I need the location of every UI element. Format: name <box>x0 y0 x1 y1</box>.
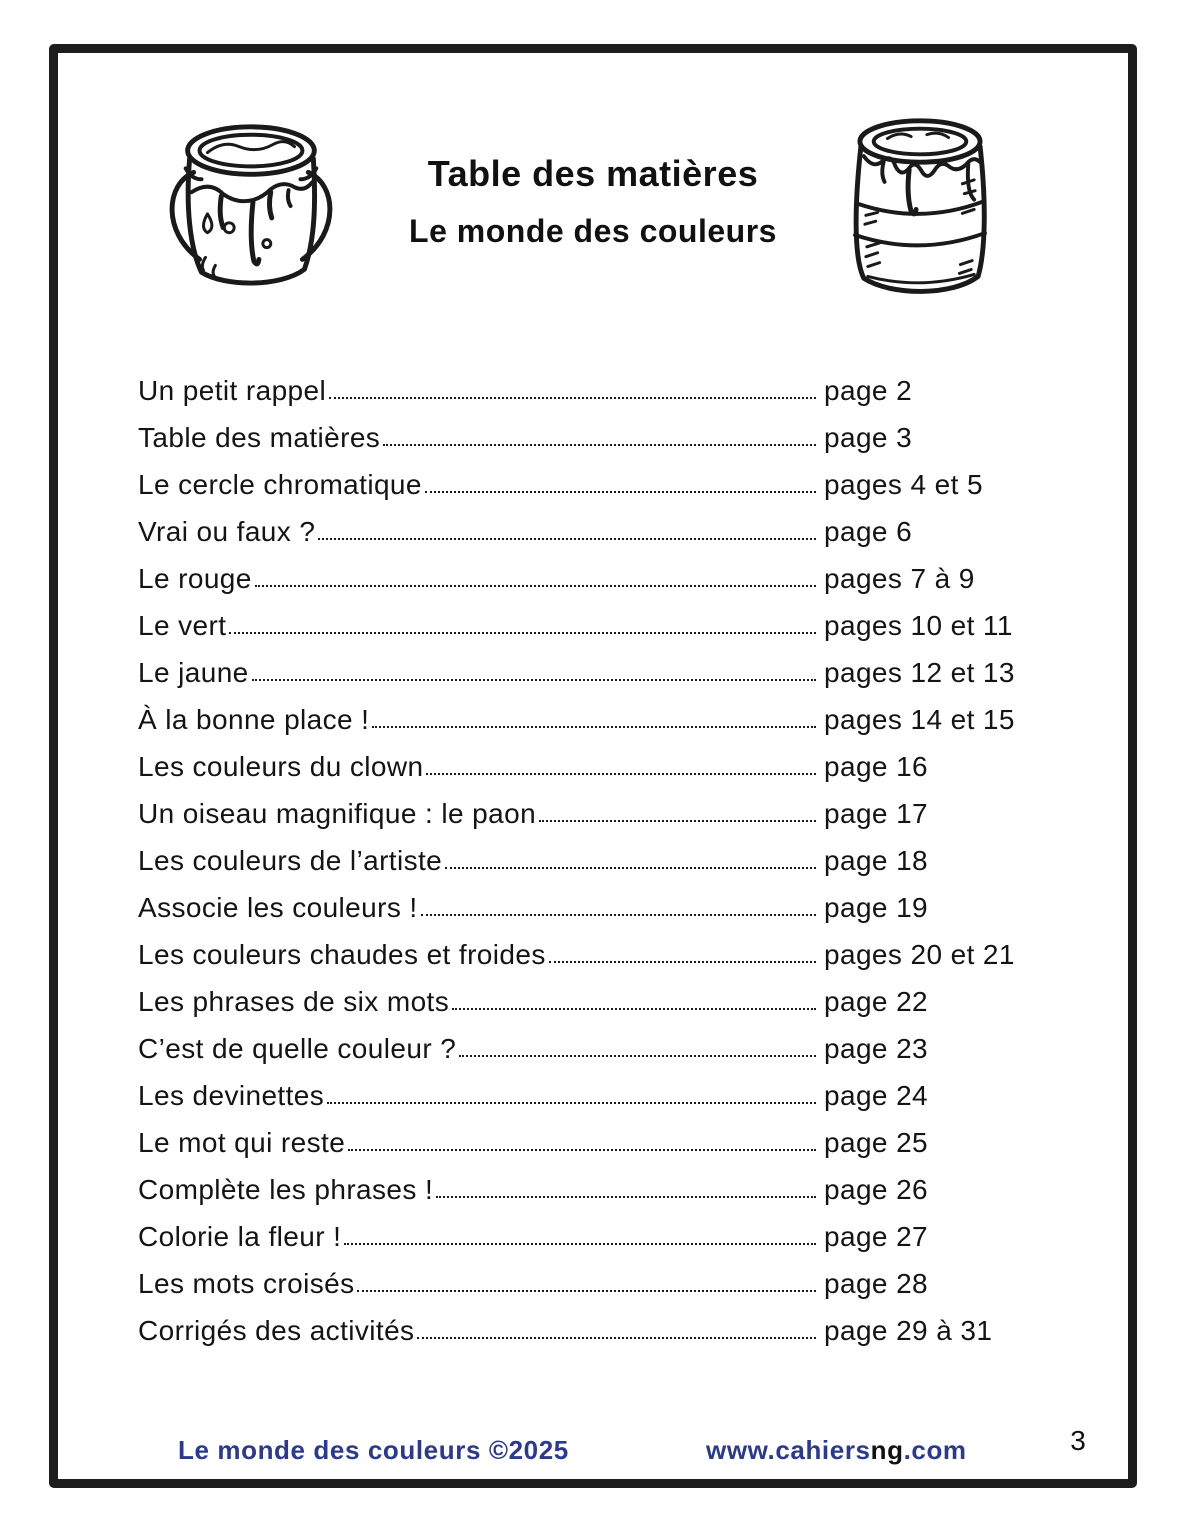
toc-row <box>138 739 1034 786</box>
footer-copyright: Le monde des couleurs ©2025 <box>178 1435 569 1465</box>
toc-row <box>138 1068 1034 1115</box>
dot-leader <box>255 585 816 587</box>
toc-entry-label: Corrigés des activités <box>138 1315 415 1346</box>
toc-entry-page: pages 14 et 15 <box>824 704 1015 735</box>
toc-entry-label: C’est de quelle couleur ? <box>138 1033 457 1064</box>
dot-leader <box>252 679 816 681</box>
dot-leader <box>426 773 816 775</box>
toc-entry-label: Les phrases de six mots <box>138 986 450 1017</box>
toc-entry-label: Les devinettes <box>138 1080 325 1111</box>
toc-entry-label: Colorie la fleur ! <box>138 1221 342 1252</box>
toc-entry-label: Le cercle chromatique <box>138 469 422 500</box>
toc-entry-label: À la bonne place ! <box>138 704 370 735</box>
dot-leader <box>459 1055 816 1057</box>
toc-row <box>138 1209 1034 1256</box>
toc-row <box>138 880 1034 927</box>
toc-entry-page: pages 7 à 9 <box>824 563 975 594</box>
toc-entry-page: page 28 <box>824 1268 929 1299</box>
dot-leader <box>329 397 816 399</box>
toc-entry-page: page 17 <box>824 798 929 829</box>
dot-leader <box>436 1196 816 1198</box>
page-border <box>49 44 1137 1488</box>
toc-row <box>138 833 1034 880</box>
page-subtitle: Le monde des couleurs <box>409 213 777 249</box>
dot-leader <box>549 961 816 963</box>
dot-leader <box>318 538 816 540</box>
toc-entry-page: page 19 <box>824 892 929 923</box>
dot-leader <box>452 1008 816 1010</box>
header <box>58 153 1128 250</box>
toc-entry-label: Table des matières <box>138 422 381 453</box>
toc-entry-label: Les couleurs de l’artiste <box>138 845 443 876</box>
table-of-contents <box>138 363 1034 1350</box>
toc-entry-label: Le vert <box>138 610 227 641</box>
toc-row <box>138 927 1034 974</box>
toc-entry-label: Associe les couleurs ! <box>138 892 418 923</box>
toc-row <box>138 1256 1034 1303</box>
toc-entry-label: Vrai ou faux ? <box>138 516 316 547</box>
toc-entry-label: Complète les phrases ! <box>138 1174 434 1205</box>
toc-entry-label: Un petit rappel <box>138 375 327 406</box>
toc-entry-page: pages 4 et 5 <box>824 469 983 500</box>
toc-row <box>138 457 1034 504</box>
toc-entry-label: Un oiseau magnifique : le paon <box>138 798 537 829</box>
toc-row <box>138 645 1034 692</box>
toc-entry-page: page 6 <box>824 516 913 547</box>
toc-entry-page: page 29 à 31 <box>824 1315 993 1346</box>
toc-entry-label: Le mot qui reste <box>138 1127 346 1158</box>
footer-website-suffix: .com <box>903 1435 967 1465</box>
toc-row <box>138 1021 1034 1068</box>
toc-row <box>138 363 1034 410</box>
dot-leader <box>421 914 816 916</box>
toc-entry-page: page 25 <box>824 1127 929 1158</box>
toc-entry-page: page 2 <box>824 375 913 406</box>
toc-entry-label: Les mots croisés <box>138 1268 355 1299</box>
toc-entry-label: Les couleurs du clown <box>138 751 424 782</box>
toc-row <box>138 974 1034 1021</box>
toc-entry-label: Le rouge <box>138 563 252 594</box>
toc-entry-label: Les couleurs chaudes et froides <box>138 939 546 970</box>
toc-row <box>138 1162 1034 1209</box>
toc-entry-page: pages 12 et 13 <box>824 657 1015 688</box>
dot-leader <box>357 1290 816 1292</box>
dot-leader <box>372 726 816 728</box>
toc-entry-page: page 16 <box>824 751 929 782</box>
dot-leader <box>539 820 816 822</box>
toc-entry-label: Le jaune <box>138 657 249 688</box>
footer-website-mid: ng <box>870 1435 904 1465</box>
toc-row <box>138 786 1034 833</box>
toc-entry-page: page 22 <box>824 986 929 1017</box>
dot-leader <box>425 491 816 493</box>
toc-entry-page: page 27 <box>824 1221 929 1252</box>
toc-row <box>138 410 1034 457</box>
toc-row <box>138 1303 1034 1350</box>
toc-row <box>138 1115 1034 1162</box>
footer-website-prefix: www.cahiers <box>706 1435 871 1465</box>
page-number: 3 <box>1070 1425 1086 1456</box>
toc-entry-page: page 26 <box>824 1174 929 1205</box>
dot-leader <box>348 1149 816 1151</box>
dot-leader <box>344 1243 816 1245</box>
dot-leader <box>229 632 816 634</box>
dot-leader <box>327 1102 816 1104</box>
toc-entry-page: page 23 <box>824 1033 929 1064</box>
toc-entry-page: pages 10 et 11 <box>824 610 1013 641</box>
toc-row <box>138 598 1034 645</box>
dot-leader <box>383 444 816 446</box>
toc-row <box>138 504 1034 551</box>
toc-entry-page: page 24 <box>824 1080 929 1111</box>
toc-entry-page: pages 20 et 21 <box>824 939 1015 970</box>
dot-leader <box>445 867 816 869</box>
toc-row <box>138 692 1034 739</box>
footer-website <box>706 1435 967 1466</box>
toc-entry-page: page 3 <box>824 422 913 453</box>
toc-entry-page: page 18 <box>824 845 929 876</box>
toc-row <box>138 551 1034 598</box>
dot-leader <box>417 1337 816 1339</box>
page-title: Table des matières <box>427 153 759 194</box>
